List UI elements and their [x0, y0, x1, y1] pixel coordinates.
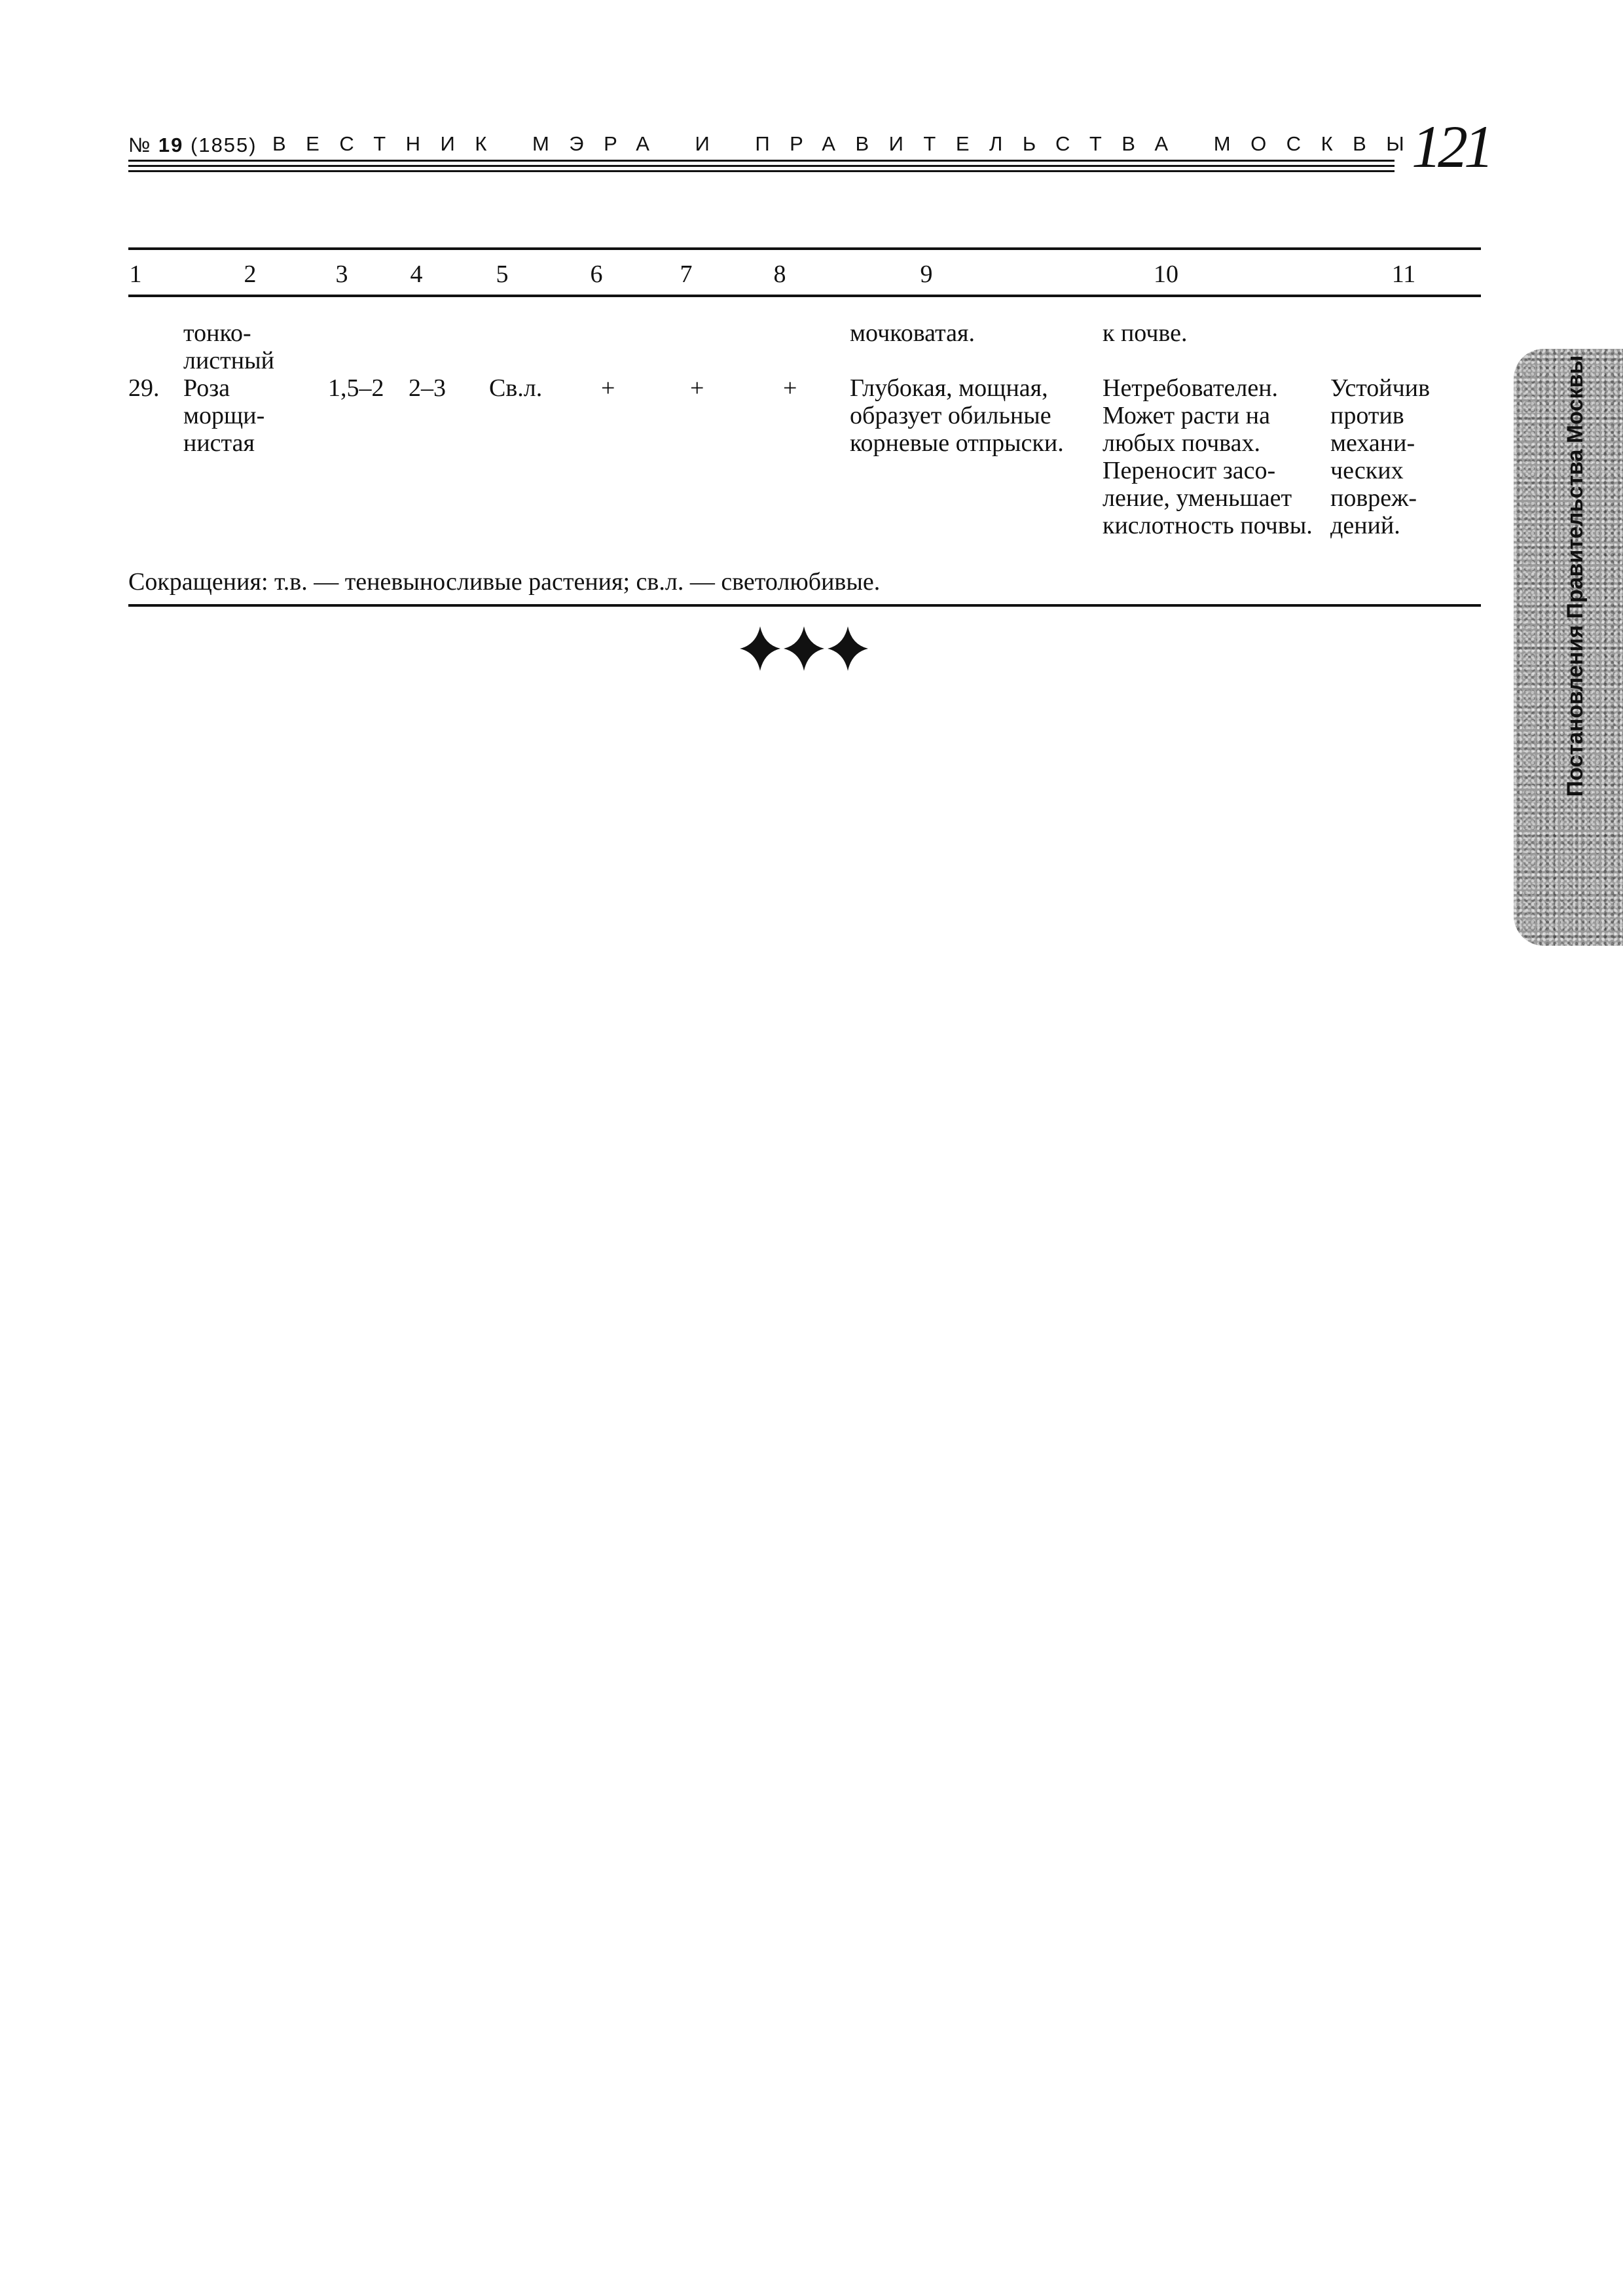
text-line: Переносит засо- — [1103, 457, 1276, 484]
text-line: механи- — [1330, 429, 1415, 457]
column-number-5: 5 — [496, 260, 509, 288]
issue-number: 19 — [158, 134, 184, 156]
text-line: Устойчив — [1330, 374, 1431, 402]
three-stars-icon — [739, 625, 869, 672]
section-side-tab-label: Постановления Правительства Москвы — [1563, 355, 1588, 797]
mark-col-8: + — [783, 374, 797, 402]
header-rule-middle — [128, 165, 1395, 167]
table-bottom-rule — [128, 604, 1481, 607]
column-number-2: 2 — [244, 260, 257, 288]
text-line: ческих — [1330, 457, 1404, 484]
light-requirement: Св.л. — [489, 374, 543, 402]
header-rule-bottom — [128, 170, 1395, 172]
text-line: Глубокая, мощная, — [850, 374, 1048, 402]
journal-title: ВЕСТНИК МЭРА И ПРАВИТЕЛЬСТВА МОСКВЫ — [272, 132, 1425, 155]
three-stars-graphic — [739, 625, 869, 672]
column-number-9: 9 — [920, 260, 933, 288]
text-line: тонко- — [183, 319, 251, 347]
row-number: 29. — [128, 374, 160, 402]
text-line: морщи- — [183, 402, 265, 429]
mark-col-7: + — [690, 374, 704, 402]
header-rule-top — [128, 160, 1395, 162]
resistance — [1330, 374, 1430, 539]
plant-height: 1,5–2 — [328, 374, 384, 402]
issue-prefix: № — [128, 134, 152, 156]
mark-col-6: + — [601, 374, 615, 402]
continuation-roots — [850, 319, 975, 347]
text-line: мочковатая. — [850, 319, 975, 347]
text-line: к почве. — [1103, 319, 1188, 347]
text-line: повреж- — [1330, 484, 1417, 512]
issue-total: (1855) — [191, 134, 257, 156]
text-line: нистая — [183, 429, 255, 457]
column-number-4: 4 — [410, 260, 423, 288]
text-line: корневые отпрыски. — [850, 429, 1064, 457]
table-footnote: Сокращения: т.в. — теневыносливые растения; св.л. — светолюбивые. — [128, 568, 881, 596]
page-number: 121 — [1412, 113, 1490, 180]
column-number-8: 8 — [773, 260, 786, 288]
text-line: образует обильные — [850, 402, 1051, 429]
text-line: дений. — [1330, 512, 1400, 539]
text-line: любых почвах. — [1103, 429, 1260, 457]
table-top-rule — [128, 247, 1481, 250]
column-number-1: 1 — [129, 260, 142, 288]
text-line: листный — [183, 347, 274, 374]
text-line: ление, уменьшает — [1103, 484, 1292, 512]
column-number-11: 11 — [1391, 260, 1416, 288]
table-header-rule — [128, 295, 1481, 297]
text-line: против — [1330, 402, 1404, 429]
text-line: Нетребователен. — [1103, 374, 1279, 402]
crown-width: 2–3 — [409, 374, 446, 402]
continuation-name — [183, 319, 274, 374]
text-line: кислотность почвы. — [1103, 512, 1313, 539]
column-number-10: 10 — [1154, 260, 1178, 288]
issue-info — [128, 134, 257, 157]
plant-name — [183, 374, 264, 457]
text-line: Роза — [183, 374, 230, 402]
soil-requirement — [1103, 374, 1313, 539]
column-number-3: 3 — [335, 260, 348, 288]
text-line: Может расти на — [1103, 402, 1270, 429]
column-number-6: 6 — [590, 260, 603, 288]
column-number-7: 7 — [680, 260, 693, 288]
root-system — [850, 374, 1064, 457]
continuation-soil — [1103, 319, 1188, 347]
page-header — [128, 113, 1490, 202]
